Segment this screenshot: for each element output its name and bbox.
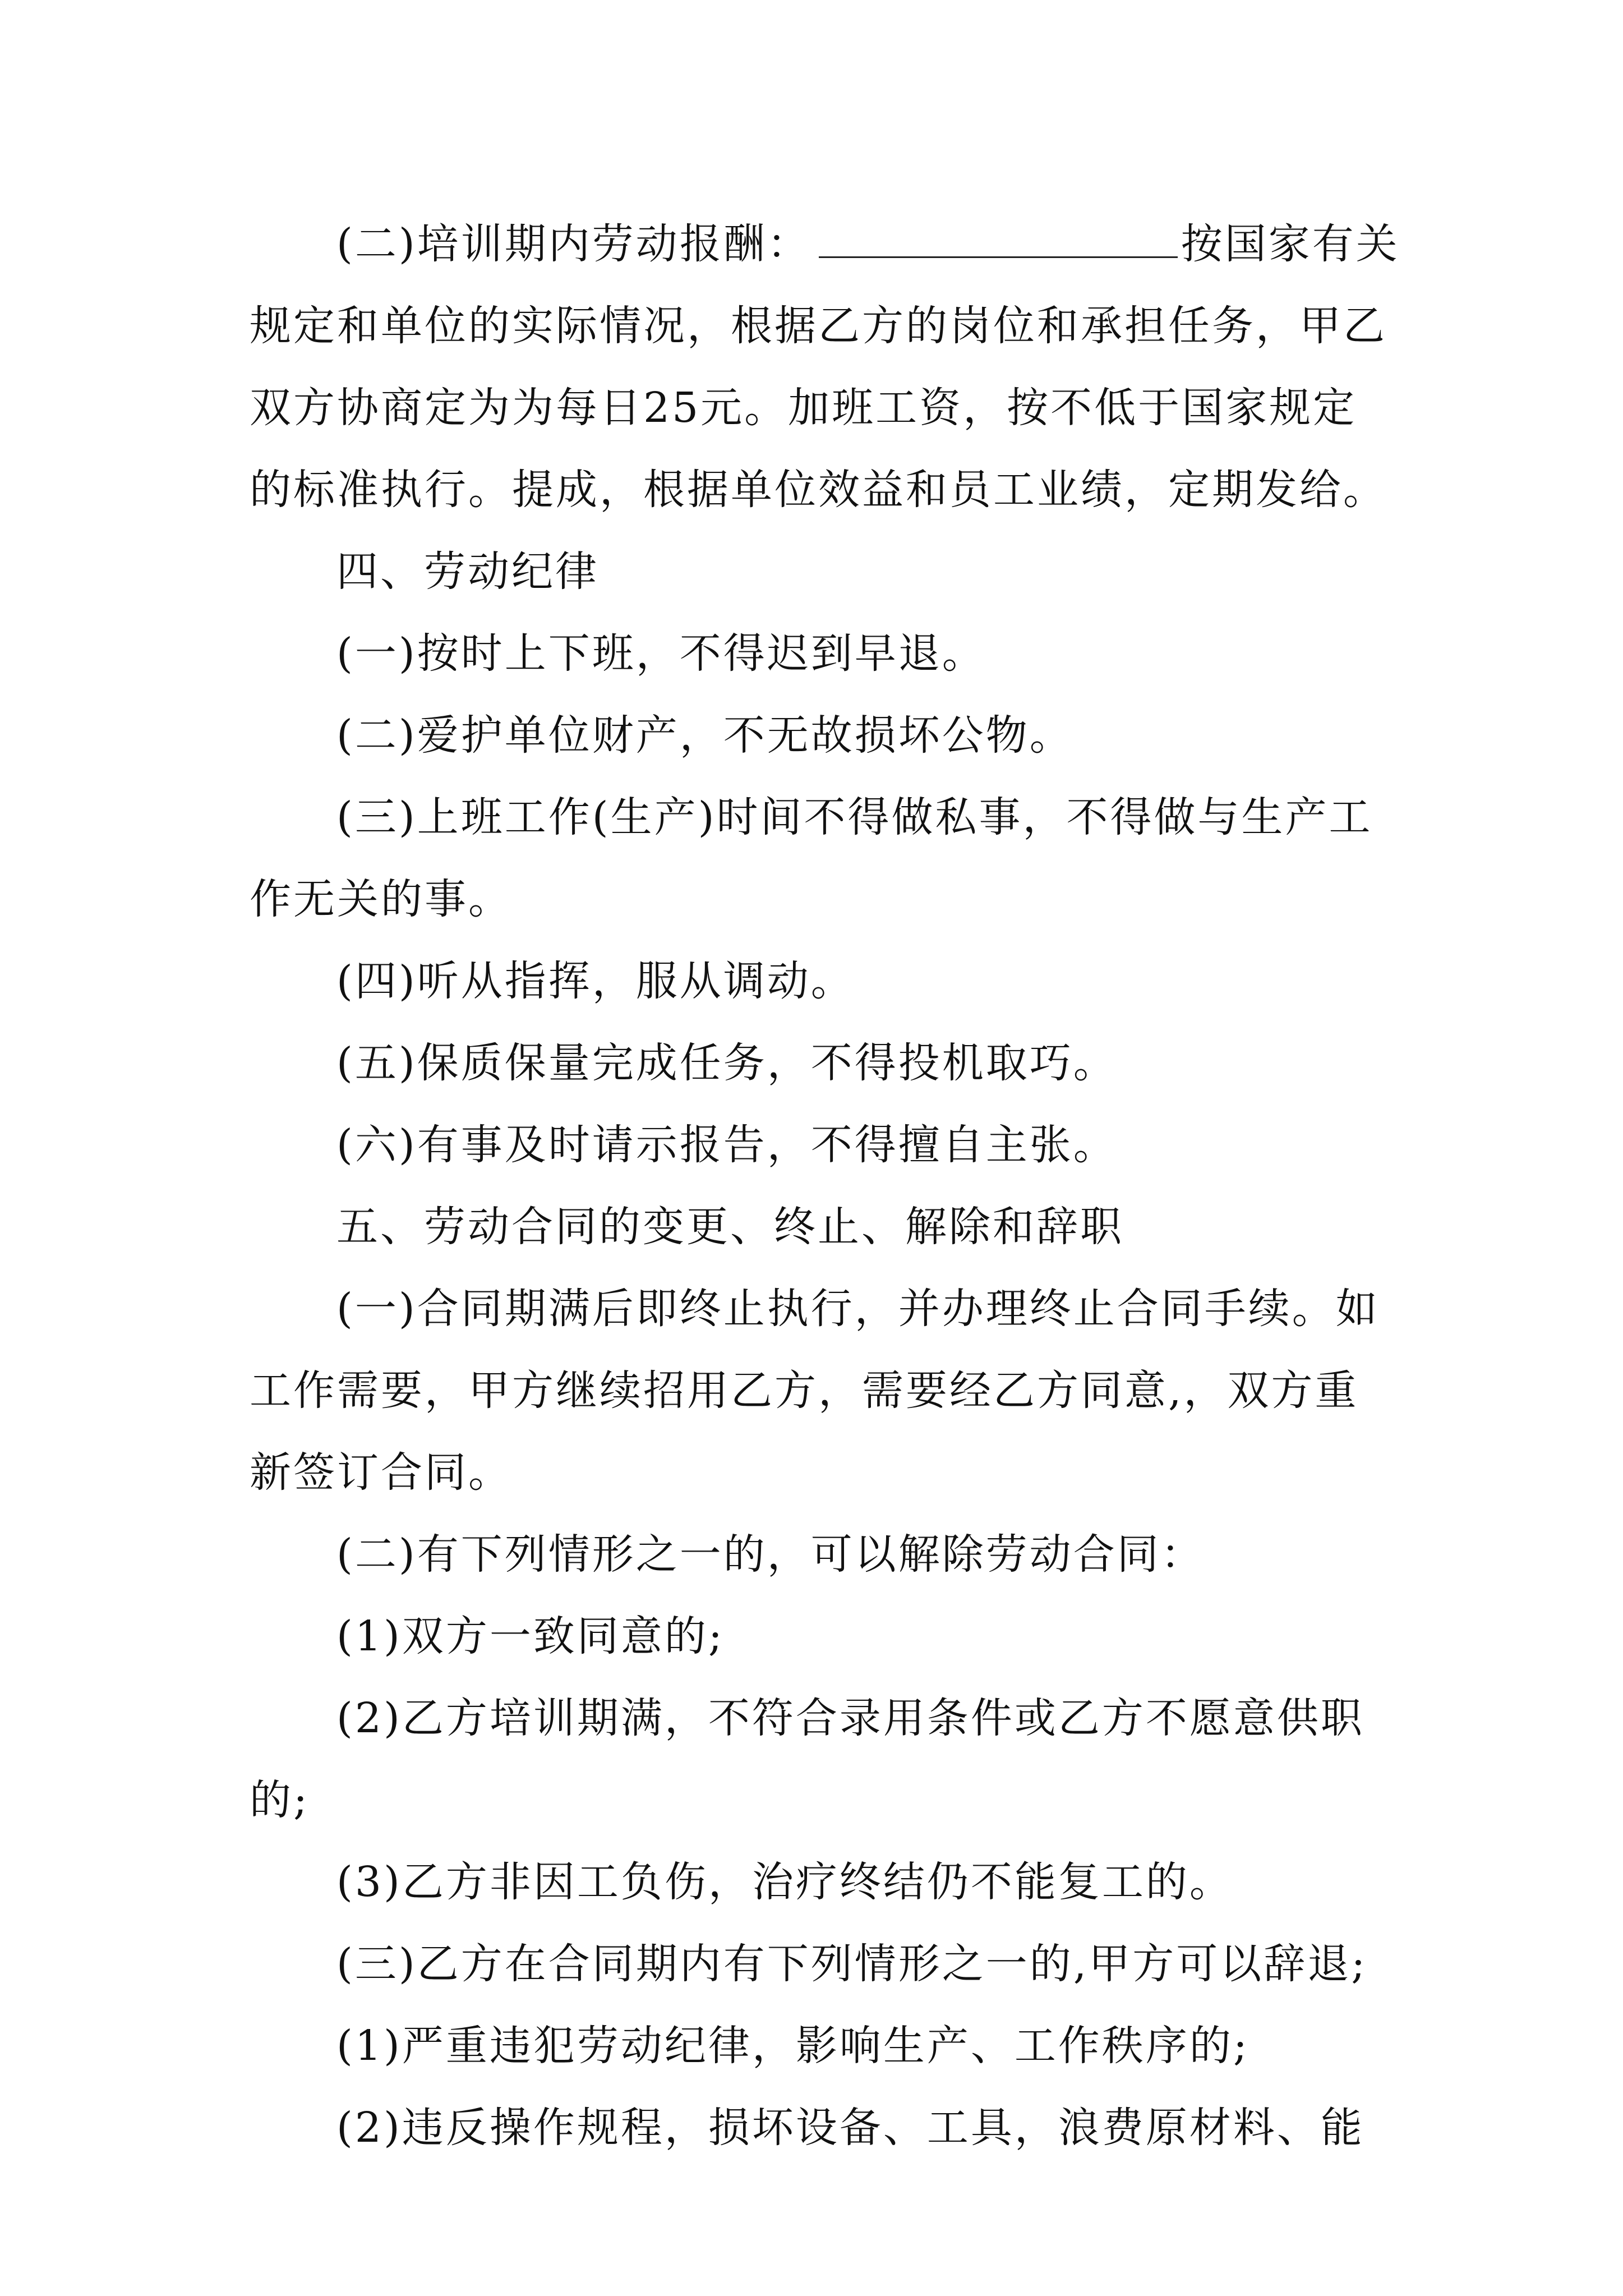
paragraph-line: 规定和单位的实际情况，根据乙方的岗位和承担任务，甲乙 [250,302,1387,350]
paragraph-line: 的标准执行。提成，根据单位效益和员工业绩，定期发给。 [250,466,1387,514]
list-item-continuation: 新签订合同。 [250,1448,512,1497]
list-item-continuation: 作无关的事。 [250,875,512,923]
list-item: (1)严重违犯劳动纪律，影响生产、工作秩序的; [336,2022,1249,2070]
list-item: (二)爱护单位财产，不无故损坏公物。 [336,711,1073,760]
remuneration-label: (二)培训期内劳动报酬： [336,220,811,268]
list-item: (六)有事及时请示报告，不得擅自主张。 [336,1121,1117,1169]
document-body [250,203,1400,2169]
list-item: (一)合同期满后即终止执行，并办理终止合同手续。如 [336,1285,1380,1333]
section-heading: 四、劳动纪律 [336,547,599,596]
paragraph-line: 双方协商定为为每日25元。加班工资，按不低于国家规定 [250,384,1357,432]
list-item: (三)上班工作(生产)时间不得做私事，不得做与生产工 [336,793,1373,841]
list-item-continuation: 工作需要，甲方继续招用乙方，需要经乙方同意,，双方重 [250,1366,1359,1415]
section-heading: 五、劳动合同的变更、终止、解除和辞职 [336,1203,1124,1251]
list-item: (三)乙方在合同期内有下列情形之一的,甲方可以辞退; [336,1940,1368,1988]
list-item: (2)违反操作规程，损坏设备、工具，浪费原材料、能 [336,2104,1364,2152]
list-item: (3)乙方非因工负伤，治疗终结仍不能复工的。 [336,1858,1233,1906]
list-item: (四)听从指挥，服从调动。 [336,957,855,1005]
list-item-continuation: 的; [250,1776,310,1824]
list-item: (五)保质保量完成任务，不得投机取巧。 [336,1039,1117,1087]
list-item: (二)有下列情形之一的，可以解除劳动合同： [336,1530,1205,1579]
remuneration-text: 按国家有关 [1181,220,1400,268]
list-item: (1)双方一致同意的; [336,1612,725,1660]
list-item: (2)乙方培训期满，不符合录用条件或乙方不愿意供职 [336,1694,1364,1742]
paragraph-line [250,203,1400,285]
fill-in-blank [819,215,1178,258]
list-item: (一)按时上下班，不得迟到早退。 [336,629,986,678]
